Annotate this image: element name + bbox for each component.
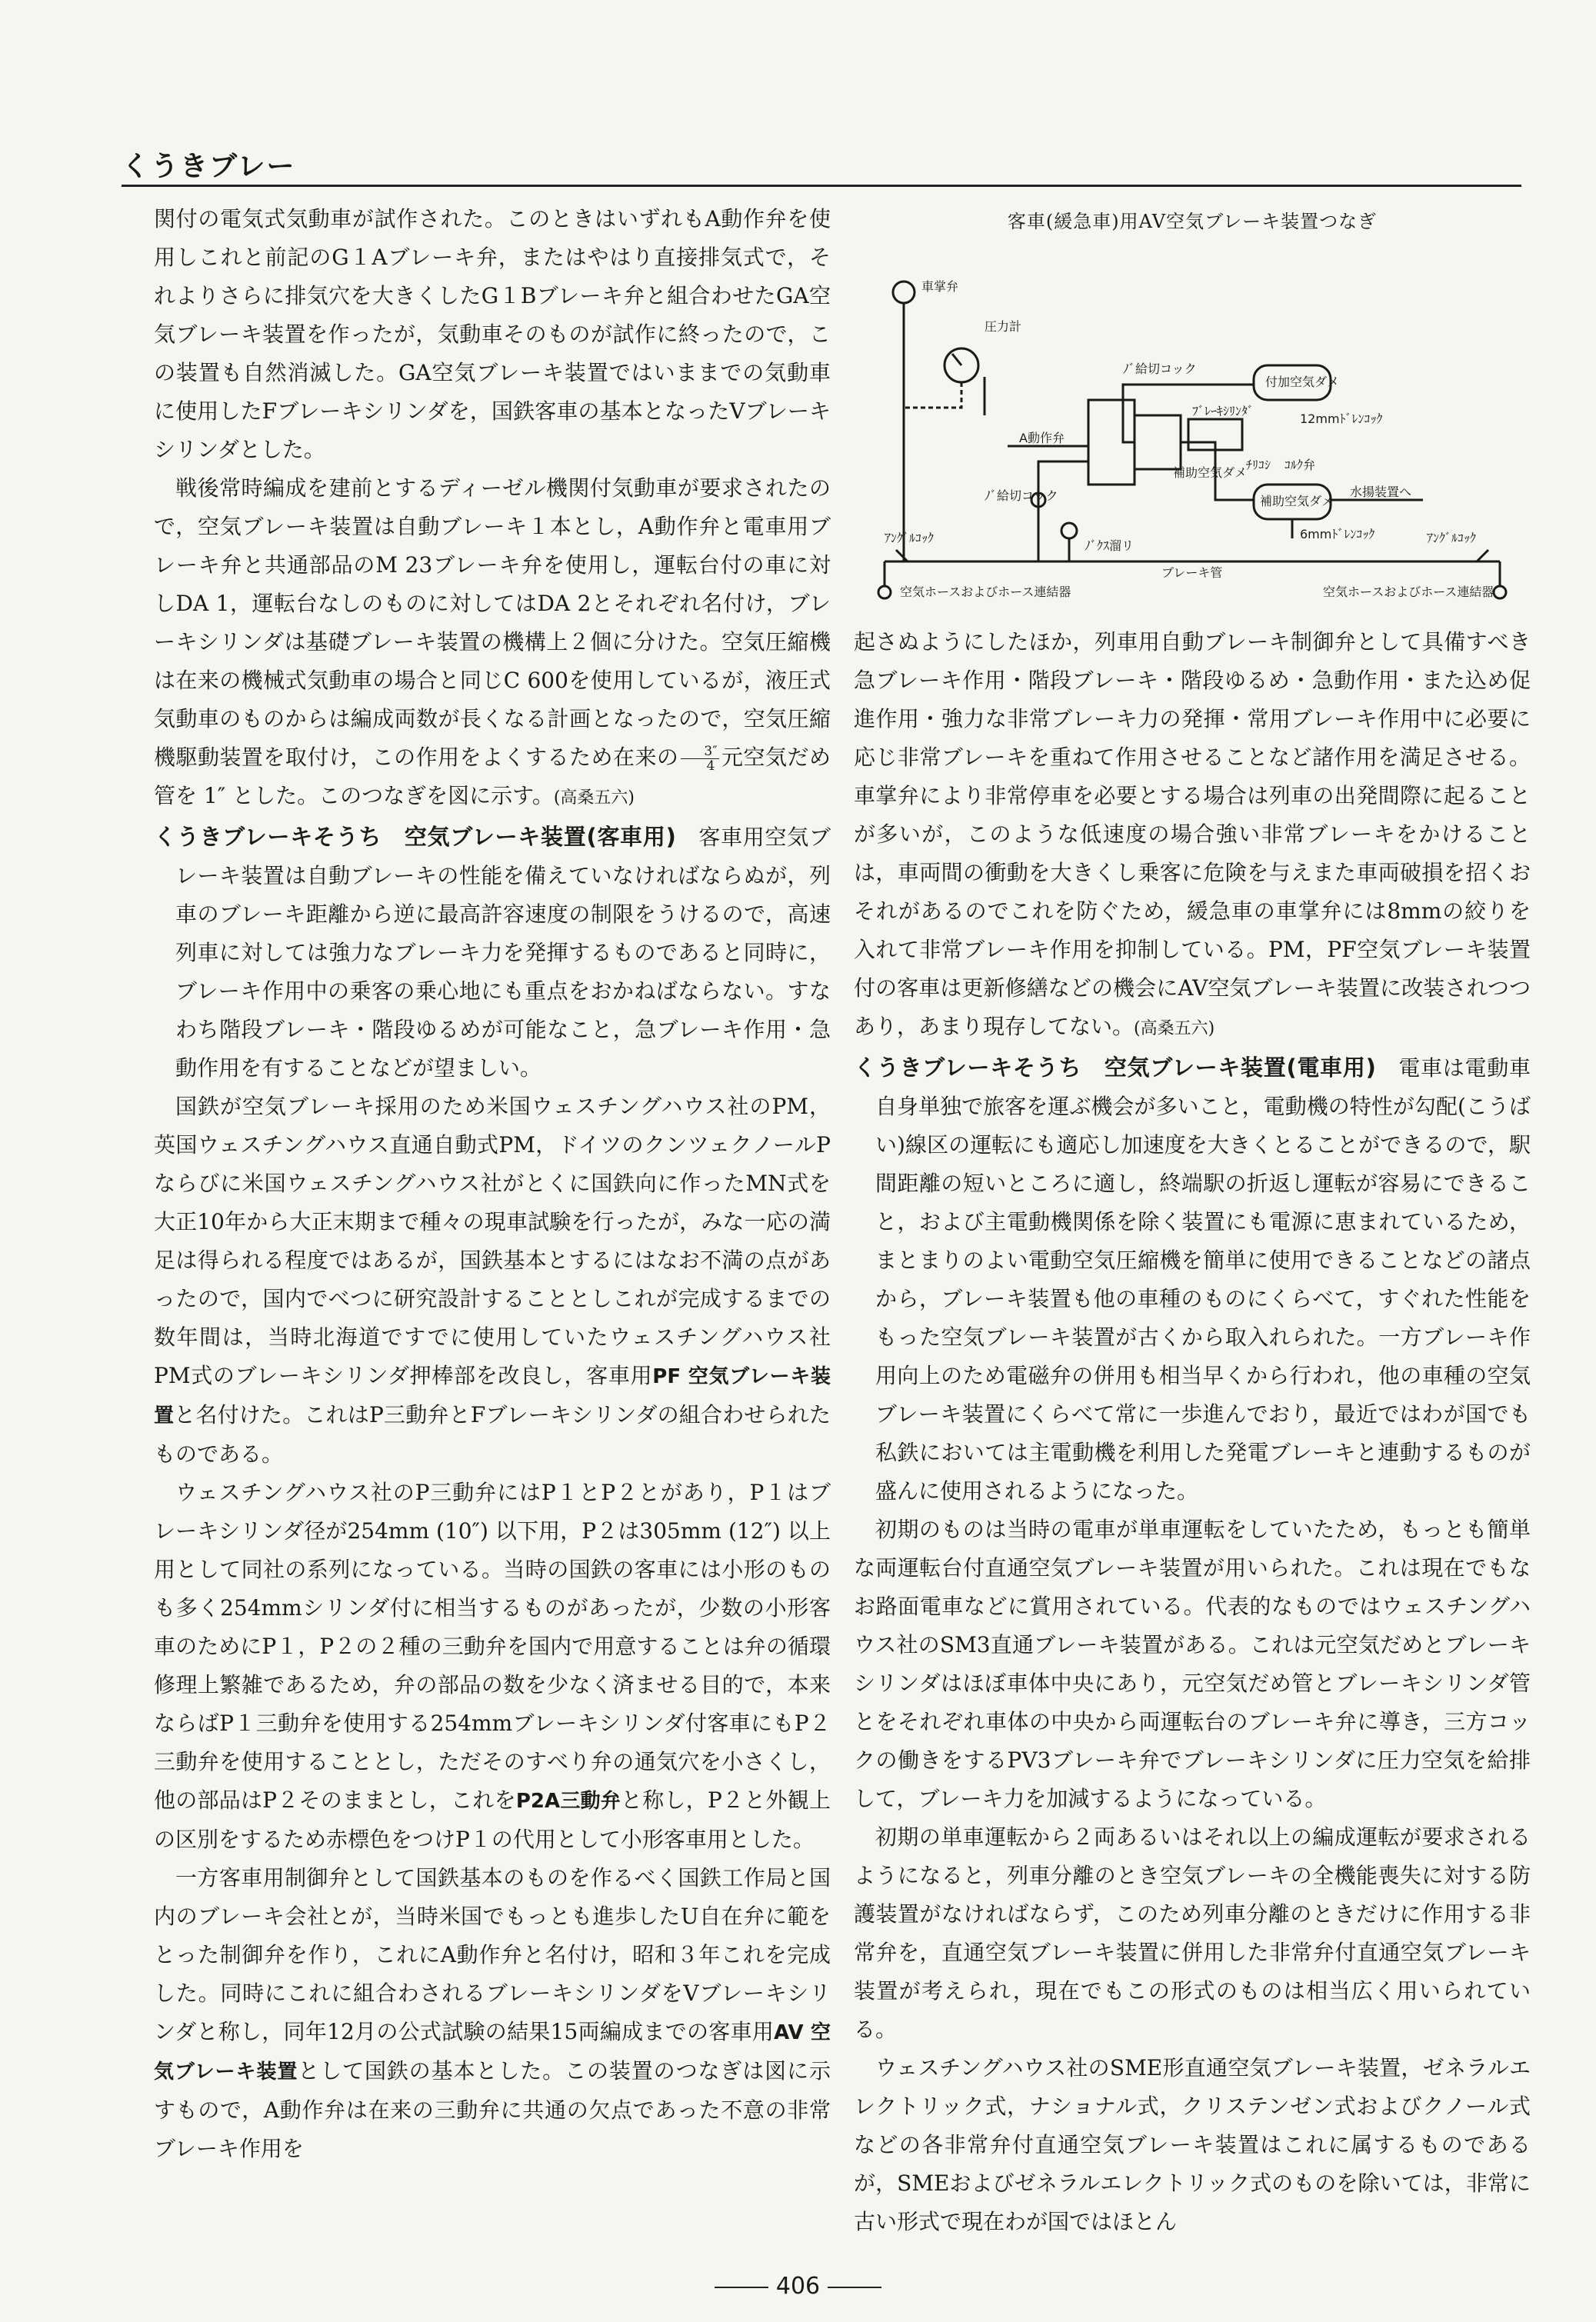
dictionary-entry	[154, 818, 831, 1088]
hose-coupler-right	[1494, 586, 1506, 598]
paragraph	[854, 623, 1531, 1048]
label-angle-cock-left: ｱﾝｸﾞﾙｺｯｸ	[885, 531, 935, 545]
page-number-dash	[828, 2287, 881, 2288]
paragraph: 初期の単車運転から２両あるいはそれ以上の編成運転が要求されるようになると，列車分離のとき空気ブレーキの全機能喪失に対する防護装置がなければならず，このため列車分離のときだけに作用する非常弁を，直通空気ブレーキ装置に併用した非常弁付直通空気ブレーキ装置が考えられ，現在でもこの形式のものは相当広く用いられている。	[854, 1824, 1531, 2042]
paragraph-text: と称し，P２と外観上の区別をするため赤標色をつけP１の代用として小形客車用とした。	[154, 1787, 831, 1852]
fraction-numerator: 3″	[681, 745, 718, 759]
label-drain-cock-6: 6mmﾄﾞﾚﾝｺｯｸ	[1300, 527, 1375, 541]
paragraph-text: 元空気だめ管を 1″ とした。このつなぎを図に示す。	[154, 745, 831, 808]
paragraph-text: 起さぬようにしたほか，列車用自動ブレーキ制御弁として具備すべき急ブレーキ作用・階段ブレーキ・階段ゆるめ・急動作用・また込め促進作用・強力な非常ブレーキ力の発揮・常用ブレーキ作用中に必要に応じ非常ブレーキを重ねて作用させることなど諸作用を満足させる。車掌弁により非常停車を必要とする場合は列車の出発間際に起ることが多いが，このような低速度の場合強い非常ブレーキをかけることは，車両間の衝動を大きくし乗客に危険を与えまた車両破損を招くおそれがあるのでこれを防ぐため，緩急車の車掌弁には8mmの絞りを入れて非常ブレーキ作用を抑制している。PM，PF空気ブレーキ装置付の客車は更新修繕などの機会にAV空気ブレーキ装置に改装されつつあり，あまり現存してない。	[854, 629, 1531, 1039]
label-cutout-cock-2: ﾉﾞ給切コック	[985, 488, 1058, 503]
label-control-reservoir: 補助空気ダメ	[1260, 494, 1334, 508]
label-aux-reservoir: 補助空気ダメ	[1173, 465, 1248, 480]
author-credit: (高桑五六)	[1134, 1019, 1215, 1038]
brake-diagram-figure	[854, 200, 1531, 615]
header-rule	[122, 185, 1521, 187]
paragraph	[154, 1859, 831, 2168]
brake-cylinder-symbol	[1135, 415, 1181, 469]
label-brake-cylinder: ﾌﾞﾚｰｷｼﾘﾝﾀﾞ	[1192, 404, 1254, 418]
label-pressure-gauge: 圧力計	[985, 319, 1022, 334]
page-number-value: 406	[775, 2273, 821, 2300]
brake-piping-diagram	[869, 246, 1515, 608]
label-supply-reservoir: 付加空気ダメ	[1265, 375, 1340, 389]
paragraph-text: 一方客車用制御弁として国鉄基本のものを作るべく国鉄工作局と国内のブレーキ会社とが，当時米国でもっとも進歩したU自在弁に範をとった制御弁を作り，これにA動作弁と名付け，昭和３年これを完成した。同時にこれに組合わされるブレーキシリンダをVブレーキシリンダと称し，同年12月の公式試験の結果15両編成までの客車用	[154, 1865, 831, 2044]
figure-caption: 客車(緩急車)用AV空気ブレーキ装置つなぎ	[1007, 211, 1378, 232]
paragraph-text: 戦後常時編成を建前とするディーゼル機関付気動車が要求されたので，空気ブレーキ装置は自動ブレーキ１本とし，A動作弁と電車用ブレーキ弁と共通部品のM 23ブレーキ弁を使用し，運転台付の車に対しDA 1，運転台なしのものに対してはDA 2とそれぞれ名付け，ブレーキシリンダは基礎ブレーキ装置の機構上２個に分けた。空気圧縮機は在来の機械式気動車の場合と同じC 600を使用しているが，液圧式気動車のものからは編成両数が長くなる計画となったので，空気圧縮機駆動装置を取付け，この作用をよくするため在来の	[154, 475, 831, 770]
label-strainer: ｺﾙｸ弁	[1284, 458, 1316, 472]
hose-coupler-left	[878, 586, 891, 598]
paragraph	[154, 1474, 831, 1859]
label-water-device: 水揚装置へ	[1350, 485, 1412, 499]
label-dirt-collector: ﾁﾘｺｼ	[1246, 458, 1271, 472]
label-hose-left: 空気ホースおよびホース連結器	[900, 585, 1071, 599]
label-conductor-valve: 車掌弁	[921, 279, 959, 294]
label-drain-cock-12: 12mmﾄﾞﾚﾝｺｯｸ	[1300, 411, 1383, 426]
page-number	[0, 2273, 1596, 2300]
paragraph-text: ウェスチングハウス社のP三動弁にはP１とP２とがあり，P１はブレーキシリンダ径が254mm (10″) 以下用，P２は305mm (12″) 以上用として同社の系列になっている。当時の国鉄の客車には小形のものも多く254mmシリンダ付に相当するものがあったが，少数の小形客車のためにP１，P２の２種の三動弁を国内で用意することは弁の循環修理上繁雑であるため，弁の部品の数を少なく済ませる目的で，本来ならばP１三動弁を使用する254mmブレーキシリンダ付客車にもP２三動弁を使用することとし，ただそのすべり弁の通気穴を小さくし，他の部品はP２そのままとし，これを	[154, 1480, 831, 1813]
bold-term: AV 空気ブレーキ装置	[154, 2021, 831, 2084]
label-cutout-cock-1: ﾉﾞ給切コック	[1123, 361, 1197, 376]
label-dirt-trap: ﾉﾞｸｽ溜リ	[1085, 538, 1135, 553]
paragraph: 関付の電気式気動車が試作された。このときはいずれもA動作弁を使用しこれと前記のG１Aブレーキ弁，またはやはり直接排気式で，それよりさらに排気穴を大きくしたG１Bブレーキ弁と組合わせたGA空気ブレーキ装置を作ったが，気動車そのものが試作に終ったので，この装置も自然消滅した。GA空気ブレーキ装置ではいままでの気動車に使用したFブレーキシリンダを，国鉄客車の基本となったVブレーキシリンダとした。	[154, 206, 831, 462]
fraction-denominator: 4	[706, 758, 715, 774]
label-a-valve: A動作弁	[1019, 431, 1065, 445]
dictionary-entry	[854, 1048, 1531, 1511]
entry-term: くうきブレーキそうち 空気ブレーキ装置(電車用)	[854, 1054, 1376, 1081]
running-header: くうきブレー	[122, 151, 296, 182]
paragraph-text: と名付けた。これはP三動弁とFブレーキシリンダの組合わせられたものである。	[154, 1402, 831, 1467]
paragraph	[154, 1088, 831, 1474]
label-brake-pipe: ブレーキ管	[1161, 565, 1223, 580]
fraction	[681, 745, 718, 773]
right-column	[854, 623, 1531, 2241]
author-credit: (高桑五六)	[553, 788, 635, 808]
paragraph-text: として国鉄の基本とした。この装置のつなぎは図に示すもので，A動作弁は在来の三動弁に共通の欠点であった不意の非常ブレーキ作用を	[154, 2058, 831, 2161]
entry-text: 電車は電動車自身単独で旅客を運ぶ機会が多いこと，電動機の特性が勾配(こうばい)線区の運転にも適応し加速度を大きくとることができるので，駅間距離の短いところに適し，終端駅の折返し運転が容易にできること，および主電動機関係を除く装置にも電源に恵まれているため，まとまりのよい電動空気圧縮機を簡単に使用できることなどの諸点から，ブレーキ装置も他の車種のものにくらべて，すぐれた性能をもった空気ブレーキ装置が古くから取入れられた。一方ブレーキ作用向上のため電磁弁の併用も相当早くから行われ，他の車種の空気ブレーキ装置にくらべて常に一歩進んでおり，最近ではわが国でも私鉄においては主電動機を利用した発電ブレーキと連動するものが盛んに使用されるようになった。	[875, 1055, 1531, 1504]
label-hose-right: 空気ホースおよびホース連結器	[1323, 585, 1494, 599]
page-number-dash	[715, 2287, 768, 2288]
paragraph: 初期のものは当時の電車が単車運転をしていたため，もっとも簡単な両運転台付直通空気ブレーキ装置が用いられた。これは現在でもなお路面電車などに賞用されている。代表的なものではウェスチングハウス社のSM3直通ブレーキ装置がある。これは元空気だめとブレーキシリンダはほぼ車体中央にあり，元空気だめ管とブレーキシリンダ管とをそれぞれ車体の中央から両運転台のブレーキ弁に導き，三方コックの働きをするPV3ブレーキ弁でブレーキシリンダに圧力空気を給排して，ブレーキ力を加減するようになっている。	[854, 1517, 1531, 1811]
left-column	[154, 200, 831, 2168]
bold-term: P2A三動弁	[515, 1790, 621, 1813]
paragraph-text: 国鉄が空気ブレーキ採用のため米国ウェスチングハウス社のPM，英国ウェスチングハウス直通自動式PM，ドイツのクンツェクノールPならびに米国ウェスチングハウス社がとくに国鉄向に作ったMN式を大正10年から大正末期まで種々の現車試験を行ったが，みな一応の満足は得られる程度ではあるが，国鉄基本とするにはなお不満の点があったので，国内でべつに研究設計することとしこれが完成するまでの数年間は，当時北海道ですでに使用していたウェスチングハウス社PM式のブレーキシリンダ押棒部を改良し，客車用	[154, 1094, 831, 1388]
bold-term: PF 空気ブレーキ装置	[154, 1365, 831, 1428]
paragraph: ウェスチングハウス社のSME形直通空気ブレーキ装置，ゼネラルエレクトリック式，ナショナル式，クリステンゼン式およびクノール式などの各非常弁付直通空気ブレーキ装置はこれに属するものであるが，SMEおよびゼネラルエレクトリック式のものを除いては，非常に古い形式で現在わが国ではほとん	[854, 2055, 1531, 2234]
paragraph	[154, 469, 831, 818]
entry-text: 客車用空気ブレーキ装置は自動ブレーキの性能を備えていなければならぬが，列車のブレーキ距離から逆に最高許容速度の制限をうけるので，高速列車に対しては強力なブレーキ力を発揮するものであると同時に，ブレーキ作用中の乗客の乗心地にも重点をおかねばならない。すなわち階段ブレーキ・階段ゆるめが可能なこと，急ブレーキ作用・急動作用を有することなどが望ましい。	[175, 825, 831, 1081]
conductor-valve-symbol	[893, 282, 915, 303]
entry-term: くうきブレーキそうち 空気ブレーキ装置(客車用)	[154, 824, 676, 850]
label-angle-cock-right: ｱﾝｸﾞﾙｺｯｸ	[1427, 531, 1477, 545]
